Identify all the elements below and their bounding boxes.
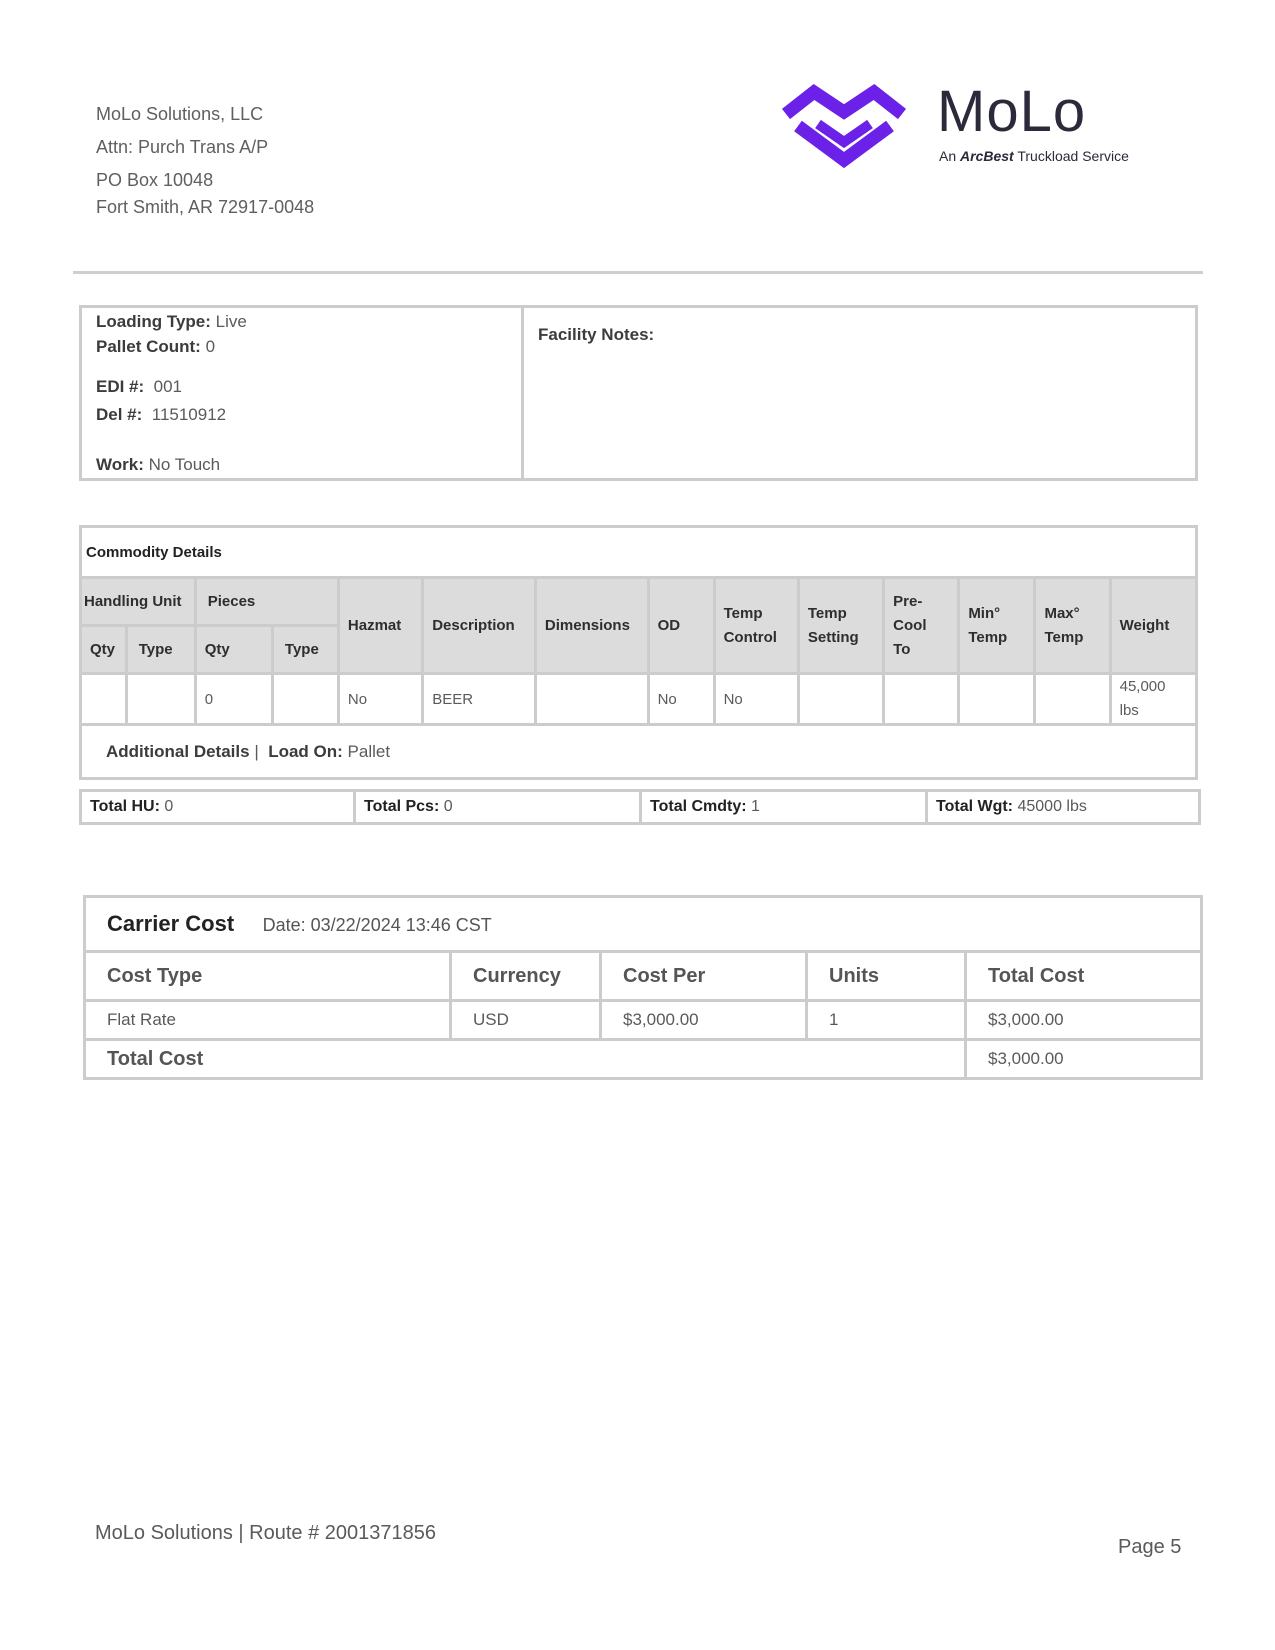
total-cost-value: $3,000.00 [966, 1040, 1202, 1079]
temp-control-cell: No [714, 674, 798, 725]
max-temp-cell [1035, 674, 1110, 725]
additional-details-label: Additional Details [106, 741, 250, 761]
carrier-cost-table [83, 895, 1203, 1080]
commodity-totals-table [79, 789, 1201, 825]
dimensions-header: Dimensions [535, 578, 648, 674]
commodity-row [81, 674, 1197, 725]
description-header: Description [423, 578, 536, 674]
units-header: Units [807, 952, 966, 1001]
logo-tag-brand: ArcBest [960, 148, 1014, 164]
hu-qty-header: Qty [81, 626, 127, 674]
units-cell: 1 [807, 1001, 966, 1040]
molo-mark-icon [780, 84, 910, 174]
work-value: No Touch [148, 455, 221, 474]
pcs-qty-cell: 0 [195, 674, 272, 725]
total-cost-header: Total Cost [966, 952, 1202, 1001]
facility-notes [538, 325, 654, 345]
precool-header: Pre- Cool To [884, 578, 959, 674]
additional-details-separator: | [254, 741, 259, 761]
pallet-count-value: 0 [205, 337, 216, 356]
hu-type-cell [126, 674, 195, 725]
attn-line: Attn: Purch Trans A/P [96, 137, 269, 157]
precool-cell [884, 674, 959, 725]
page-number: Page 5 [1118, 1536, 1182, 1558]
del-value: 11510912 [151, 405, 227, 424]
del-number [96, 405, 226, 425]
logo-wordmark: MoLo [937, 79, 1087, 144]
footer-route: MoLo Solutions | Route # 2001371856 [95, 1522, 437, 1544]
pallet-count-label: Pallet Count: [96, 337, 201, 356]
commodity-table [79, 525, 1198, 780]
carrier-cost-title: Carrier Cost [107, 911, 235, 936]
commodity-header-row-1 [81, 578, 1197, 626]
work [96, 455, 220, 475]
molo-logo [780, 79, 1150, 174]
total-wgt: Total Wgt: 45000 lbs [927, 791, 1200, 824]
carrier-cost-title-cell [85, 897, 1202, 952]
work-label: Work: [96, 455, 144, 474]
stop-info-divider [521, 308, 524, 478]
commodity-title-row [81, 527, 1197, 578]
logo-tag-suffix: Truckload Service [1017, 148, 1129, 164]
header-divider [73, 271, 1203, 274]
cost-per-header: Cost Per [601, 952, 807, 1001]
carrier-cost-date: Date: 03/22/2024 13:46 CST [262, 915, 492, 935]
load-on-value: Pallet [347, 741, 391, 761]
pcs-type-header: Type [272, 626, 338, 674]
weight-header: Weight [1110, 578, 1196, 674]
facility-notes-label: Facility Notes: [538, 325, 655, 344]
temp-control-header: Temp Control [714, 578, 798, 674]
max-temp-header: Max° Temp [1035, 578, 1110, 674]
od-header: OD [648, 578, 714, 674]
hazmat-header: Hazmat [338, 578, 422, 674]
del-label: Del #: [96, 405, 143, 424]
load-on-label: Load On: [268, 741, 343, 761]
pcs-type-cell [272, 674, 338, 725]
carrier-cost-header-row [85, 952, 1202, 1001]
hu-qty-cell [81, 674, 127, 725]
cost-per-cell: $3,000.00 [601, 1001, 807, 1040]
additional-details-row [81, 725, 1197, 779]
loading-type-value: Live [215, 312, 247, 331]
currency-cell: USD [451, 1001, 601, 1040]
total-cmdty: Total Cmdty: 1 [641, 791, 927, 824]
pieces-group-header: Pieces [195, 578, 338, 626]
carrier-cost-title-row [85, 897, 1202, 952]
total-pcs: Total Pcs: 0 [355, 791, 641, 824]
temp-setting-cell [798, 674, 883, 725]
loading-type [96, 312, 247, 332]
edi-value: 001 [153, 377, 183, 396]
edi-label: EDI #: [96, 377, 145, 396]
pallet-count [96, 337, 215, 357]
od-cell: No [648, 674, 714, 725]
dimensions-cell [535, 674, 648, 725]
logo-tagline [939, 148, 1129, 164]
temp-setting-header: Temp Setting [798, 578, 883, 674]
total-cost-label: Total Cost [85, 1040, 966, 1079]
carrier-cost-total-row [85, 1040, 1202, 1079]
city-line: Fort Smith, AR 72917-0048 [96, 197, 315, 217]
hu-type-header: Type [126, 626, 195, 674]
logo-tag-prefix: An [939, 148, 957, 164]
total-cost-cell: $3,000.00 [966, 1001, 1202, 1040]
currency-header: Currency [451, 952, 601, 1001]
edi-number [96, 377, 182, 397]
additional-details [81, 725, 1197, 779]
description-cell: BEER [423, 674, 536, 725]
cost-type-cell: Flat Rate [85, 1001, 451, 1040]
total-hu: Total HU: 0 [81, 791, 355, 824]
hazmat-cell: No [338, 674, 422, 725]
min-temp-header: Min° Temp [959, 578, 1035, 674]
cost-type-header: Cost Type [85, 952, 451, 1001]
commodity-title: Commodity Details [81, 527, 1197, 578]
handling-unit-group-header: Handling Unit [81, 578, 196, 626]
company-name: MoLo Solutions, LLC [96, 104, 264, 124]
carrier-cost-row [85, 1001, 1202, 1040]
weight-cell: 45,000 lbs [1110, 674, 1196, 725]
commodity-totals-row [81, 791, 1200, 824]
pcs-qty-header: Qty [195, 626, 272, 674]
loading-type-label: Loading Type: [96, 312, 211, 331]
stop-info-box [79, 305, 1198, 481]
po-box-line: PO Box 10048 [96, 170, 214, 190]
min-temp-cell [959, 674, 1035, 725]
